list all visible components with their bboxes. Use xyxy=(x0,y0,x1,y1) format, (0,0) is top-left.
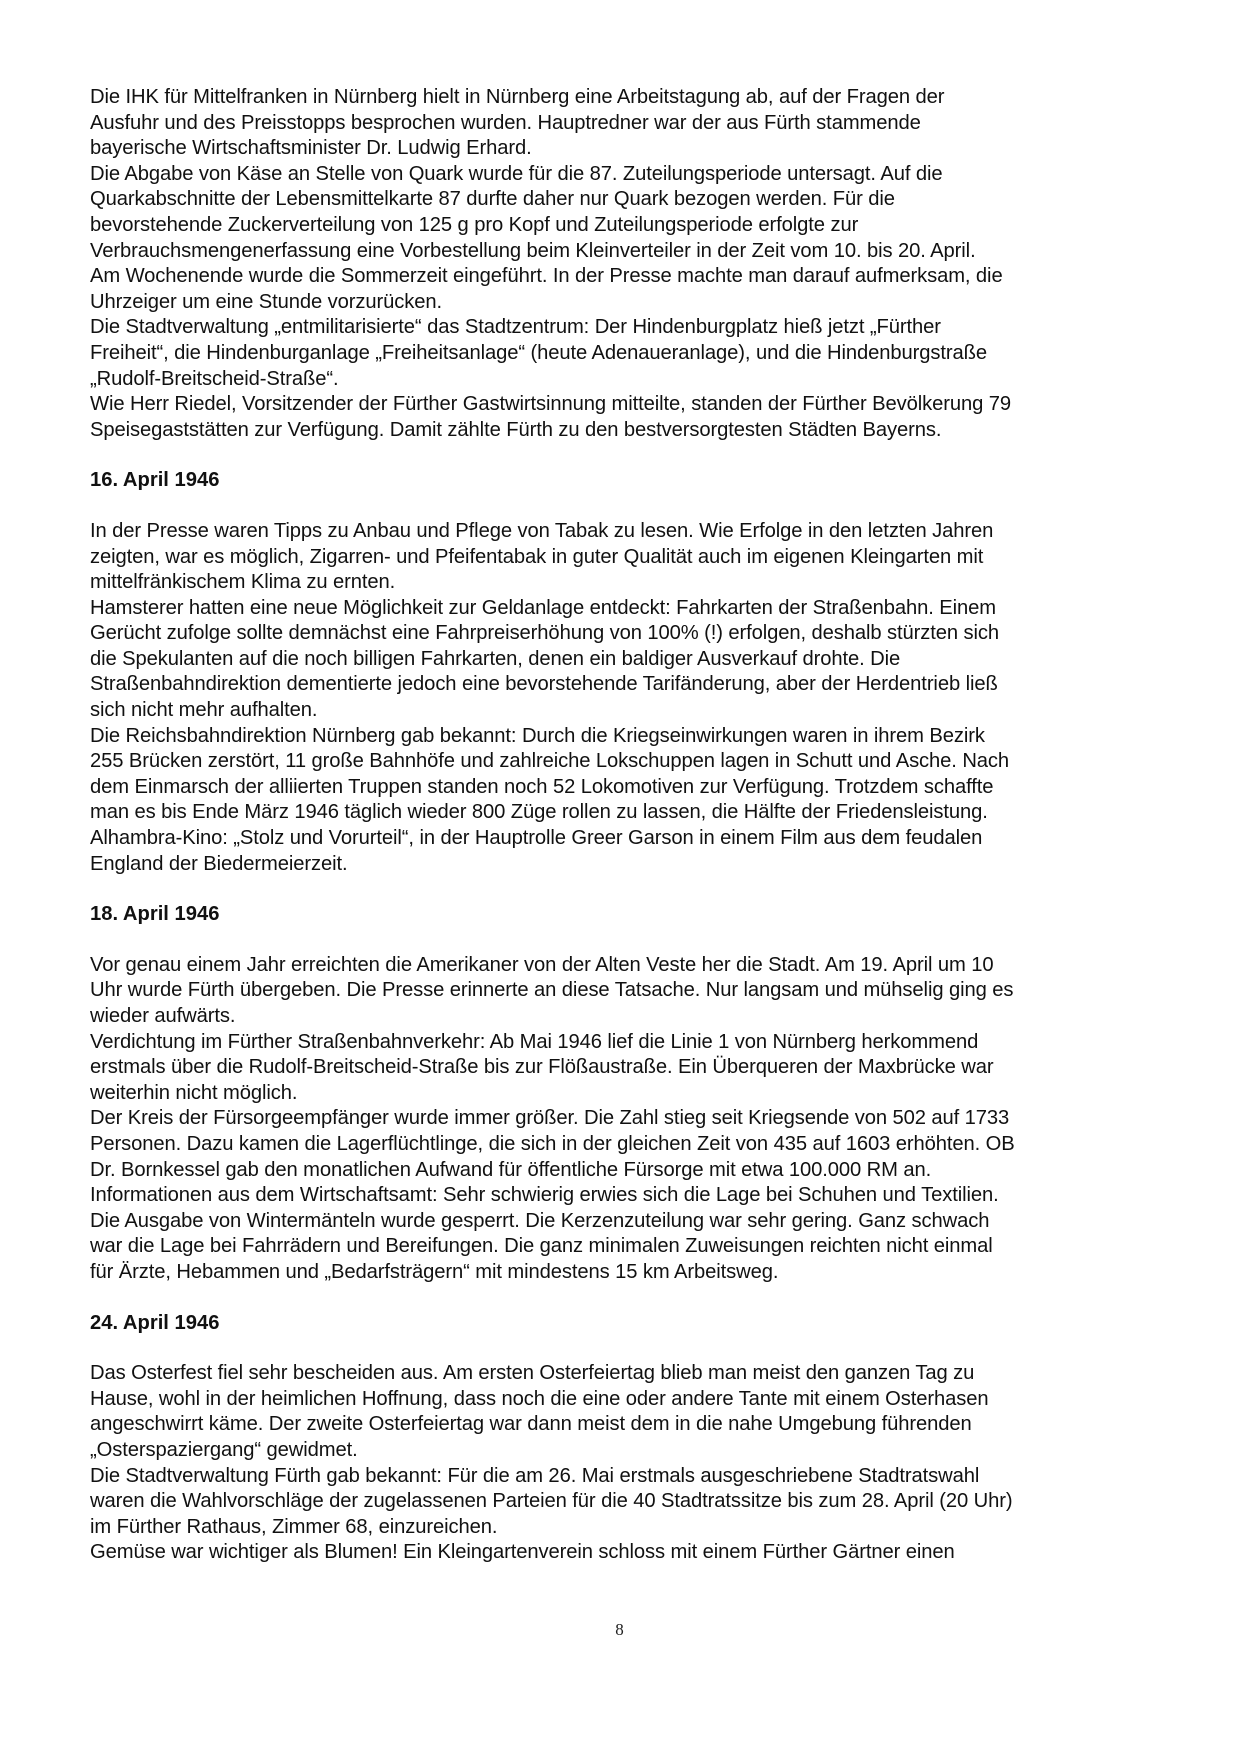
paragraph xyxy=(90,1361,1170,1463)
text-line: angeschwirrt käme. Der zweite Osterfeiertag war dann meist dem in die nahe Umgebung führenden xyxy=(90,1413,972,1436)
text-line: bayerische Wirtschaftsminister Dr. Ludwig Erhard. xyxy=(90,137,532,160)
text-line: im Fürther Rathaus, Zimmer 68, einzureichen. xyxy=(90,1515,498,1538)
text-line: Vor genau einem Jahr erreichten die Amerikaner von der Alten Veste her die Stadt. Am 19. April um 10 xyxy=(90,953,994,976)
date-section xyxy=(90,468,1170,877)
text-line: dem Einmarsch der alliierten Truppen standen noch 52 Lokomotiven zur Verfügung. Trotzdem schaffte xyxy=(90,775,994,798)
text-line: Die Abgabe von Käse an Stelle von Quark wurde für die 87. Zuteilungsperiode untersagt. Auf die xyxy=(90,162,943,185)
paragraph xyxy=(90,315,1170,392)
text-line: Am Wochenende wurde die Sommerzeit eingeführt. In der Presse machte man darauf aufmerksam, die xyxy=(90,265,1003,288)
text-line: Informationen aus dem Wirtschaftsamt: Sehr schwierig erwies sich die Lage bei Schuhen und Textilien. xyxy=(90,1184,999,1207)
text-line: Die Stadtverwaltung Fürth gab bekannt: Für die am 26. Mai erstmals ausgeschriebene Stadtratswahl xyxy=(90,1464,980,1487)
text-line: sich nicht mehr aufhalten. xyxy=(90,699,318,722)
date-section xyxy=(90,902,1170,1285)
text-line: Der Kreis der Fürsorgeempfänger wurde immer größer. Die Zahl stieg seit Kriegsende von 502 auf 1733 xyxy=(90,1107,1010,1130)
paragraph xyxy=(90,1030,1170,1107)
paragraph xyxy=(90,596,1170,724)
text-line: 255 Brücken zerstört, 11 große Bahnhöfe und zahlreiche Lokschuppen lagen in Schutt und Asche. Nach xyxy=(90,750,1010,773)
text-line: mittelfränkischem Klima zu ernten. xyxy=(90,571,396,594)
text-line: England der Biedermeierzeit. xyxy=(90,852,348,875)
paragraph xyxy=(90,1183,1170,1285)
text-line: Alhambra-Kino: „Stolz und Vorurteil“, in der Hauptrolle Greer Garson in einem Film aus dem feudalen xyxy=(90,827,983,850)
text-line: für Ärzte, Hebammen und „Bedarfsträgern“ mit mindestens 15 km Arbeitsweg. xyxy=(90,1260,779,1283)
text-line: erstmals über die Rudolf-Breitscheid-Straße bis zur Flößaustraße. Ein Überqueren der Maxbrücke war xyxy=(90,1056,994,1079)
text-line: „Rudolf-Breitscheid-Straße“. xyxy=(90,367,339,390)
page-number: 8 xyxy=(615,1620,624,1639)
text-line: weiterhin nicht möglich. xyxy=(90,1081,298,1104)
paragraph xyxy=(90,85,1170,162)
text-line: Straßenbahndirektion dementierte jedoch eine bevorstehende Tarifänderung, aber der Herdentrieb ließ xyxy=(90,673,998,696)
text-line: Dr. Bornkessel gab den monatlichen Aufwand für öffentliche Fürsorge mit etwa 100.000 RM an. xyxy=(90,1158,932,1181)
text-line: Die Ausgabe von Wintermänteln wurde gesperrt. Die Kerzenzuteilung war sehr gering. Ganz schwach xyxy=(90,1209,990,1232)
text-line: Speisegaststätten zur Verfügung. Damit zählte Fürth zu den bestversorgtesten Städten Bayerns. xyxy=(90,418,942,441)
section-heading: 16. April 1946 xyxy=(90,469,220,492)
text-line: Das Osterfest fiel sehr bescheiden aus. Am ersten Osterfeiertag blieb man meist den ganzen Tag zu xyxy=(90,1362,975,1385)
text-line: Quarkabschnitte der Lebensmittelkarte 87 durfte daher nur Quark bezogen werden. Für die xyxy=(90,188,895,211)
text-line: Gerücht zufolge sollte demnächst eine Fahrpreiserhöhung von 100% (!) erfolgen, deshalb stürzten sich xyxy=(90,622,1000,645)
text-line: Die Reichsbahndirektion Nürnberg gab bekannt: Durch die Kriegseinwirkungen waren in ihrem Bezirk xyxy=(90,724,985,747)
paragraph xyxy=(90,724,1170,826)
paragraph xyxy=(90,392,1170,443)
text-line: Hamsterer hatten eine neue Möglichkeit zur Geldanlage entdeckt: Fahrkarten der Straßenbahn. Einem xyxy=(90,596,996,619)
text-line: Uhr wurde Fürth übergeben. Die Presse erinnerte an diese Tatsache. Nur langsam und mühselig ging es xyxy=(90,979,1014,1002)
text-line: bevorstehende Zuckerverteilung von 125 g pro Kopf und Zuteilungsperiode erfolgte zur xyxy=(90,213,859,236)
text-line: „Osterspaziergang“ gewidmet. xyxy=(90,1438,358,1461)
paragraph xyxy=(90,264,1170,315)
paragraph xyxy=(90,519,1170,596)
text-line: Ausfuhr und des Preisstopps besprochen wurden. Hauptredner war der aus Fürth stammende xyxy=(90,111,921,134)
text-line: Freiheit“, die Hindenburganlage „Freiheitsanlage“ (heute Adenaueranlage), und die Hindenburgstraße xyxy=(90,341,987,364)
section-heading: 18. April 1946 xyxy=(90,903,220,926)
text-line: Hause, wohl in der heimlichen Hoffnung, dass noch die eine oder andere Tante mit einem Osterhasen xyxy=(90,1387,989,1410)
text-line: die Spekulanten auf die noch billigen Fahrkarten, denen ein baldiger Ausverkauf drohte. Die xyxy=(90,647,901,670)
text-line: In der Presse waren Tipps zu Anbau und Pflege von Tabak zu lesen. Wie Erfolge in den letzten Jahren xyxy=(90,519,994,542)
text-line: Die IHK für Mittelfranken in Nürnberg hielt in Nürnberg eine Arbeitstagung ab, auf der Fragen der xyxy=(90,86,945,108)
page-content xyxy=(90,85,1170,1566)
section-heading: 24. April 1946 xyxy=(90,1311,220,1334)
paragraph xyxy=(90,826,1170,877)
text-line: war die Lage bei Fahrrädern und Bereifungen. Die ganz minimalen Zuweisungen reichten nicht einmal xyxy=(90,1235,993,1258)
paragraph xyxy=(90,953,1170,1030)
paragraph xyxy=(90,1464,1170,1541)
text-line: Verdichtung im Fürther Straßenbahnverkehr: Ab Mai 1946 lief die Linie 1 von Nürnberg herkommend xyxy=(90,1030,979,1053)
text-line: waren die Wahlvorschläge der zugelassenen Parteien für die 40 Stadtratssitze bis zum 28. April (20 Uhr) xyxy=(90,1490,1013,1513)
text-line: Die Stadtverwaltung „entmilitarisierte“ das Stadtzentrum: Der Hindenburgplatz hieß jetzt „Fürther xyxy=(90,316,941,339)
date-section xyxy=(90,1311,1170,1566)
intro-section xyxy=(90,85,1170,443)
text-line: Wie Herr Riedel, Vorsitzender der Fürther Gastwirtsinnung mitteilte, standen der Fürther Bevölkerung 79 xyxy=(90,393,1011,416)
text-line: Uhrzeiger um eine Stunde vorzurücken. xyxy=(90,290,443,313)
text-line: Verbrauchsmengenerfassung eine Vorbestellung beim Kleinverteiler in der Zeit vom 10. bis 20. April. xyxy=(90,239,976,262)
paragraph xyxy=(90,162,1170,264)
text-line: wieder aufwärts. xyxy=(90,1005,236,1027)
text-line: Personen. Dazu kamen die Lagerflüchtlinge, die sich in der gleichen Zeit von 435 auf 1603 erhöhten. OB xyxy=(90,1132,1015,1155)
text-line: Gemüse war wichtiger als Blumen! Ein Kleingartenverein schloss mit einem Fürther Gärtner einen xyxy=(90,1541,955,1564)
text-line: zeigten, war es möglich, Zigarren- und Pfeifentabak in guter Qualität auch im eigenen Kleingarten mit xyxy=(90,545,984,568)
paragraph xyxy=(90,1540,1170,1566)
text-line: man es bis Ende März 1946 täglich wieder 800 Züge rollen zu lassen, die Hälfte der Friedensleistung. xyxy=(90,801,988,824)
paragraph xyxy=(90,1106,1170,1183)
